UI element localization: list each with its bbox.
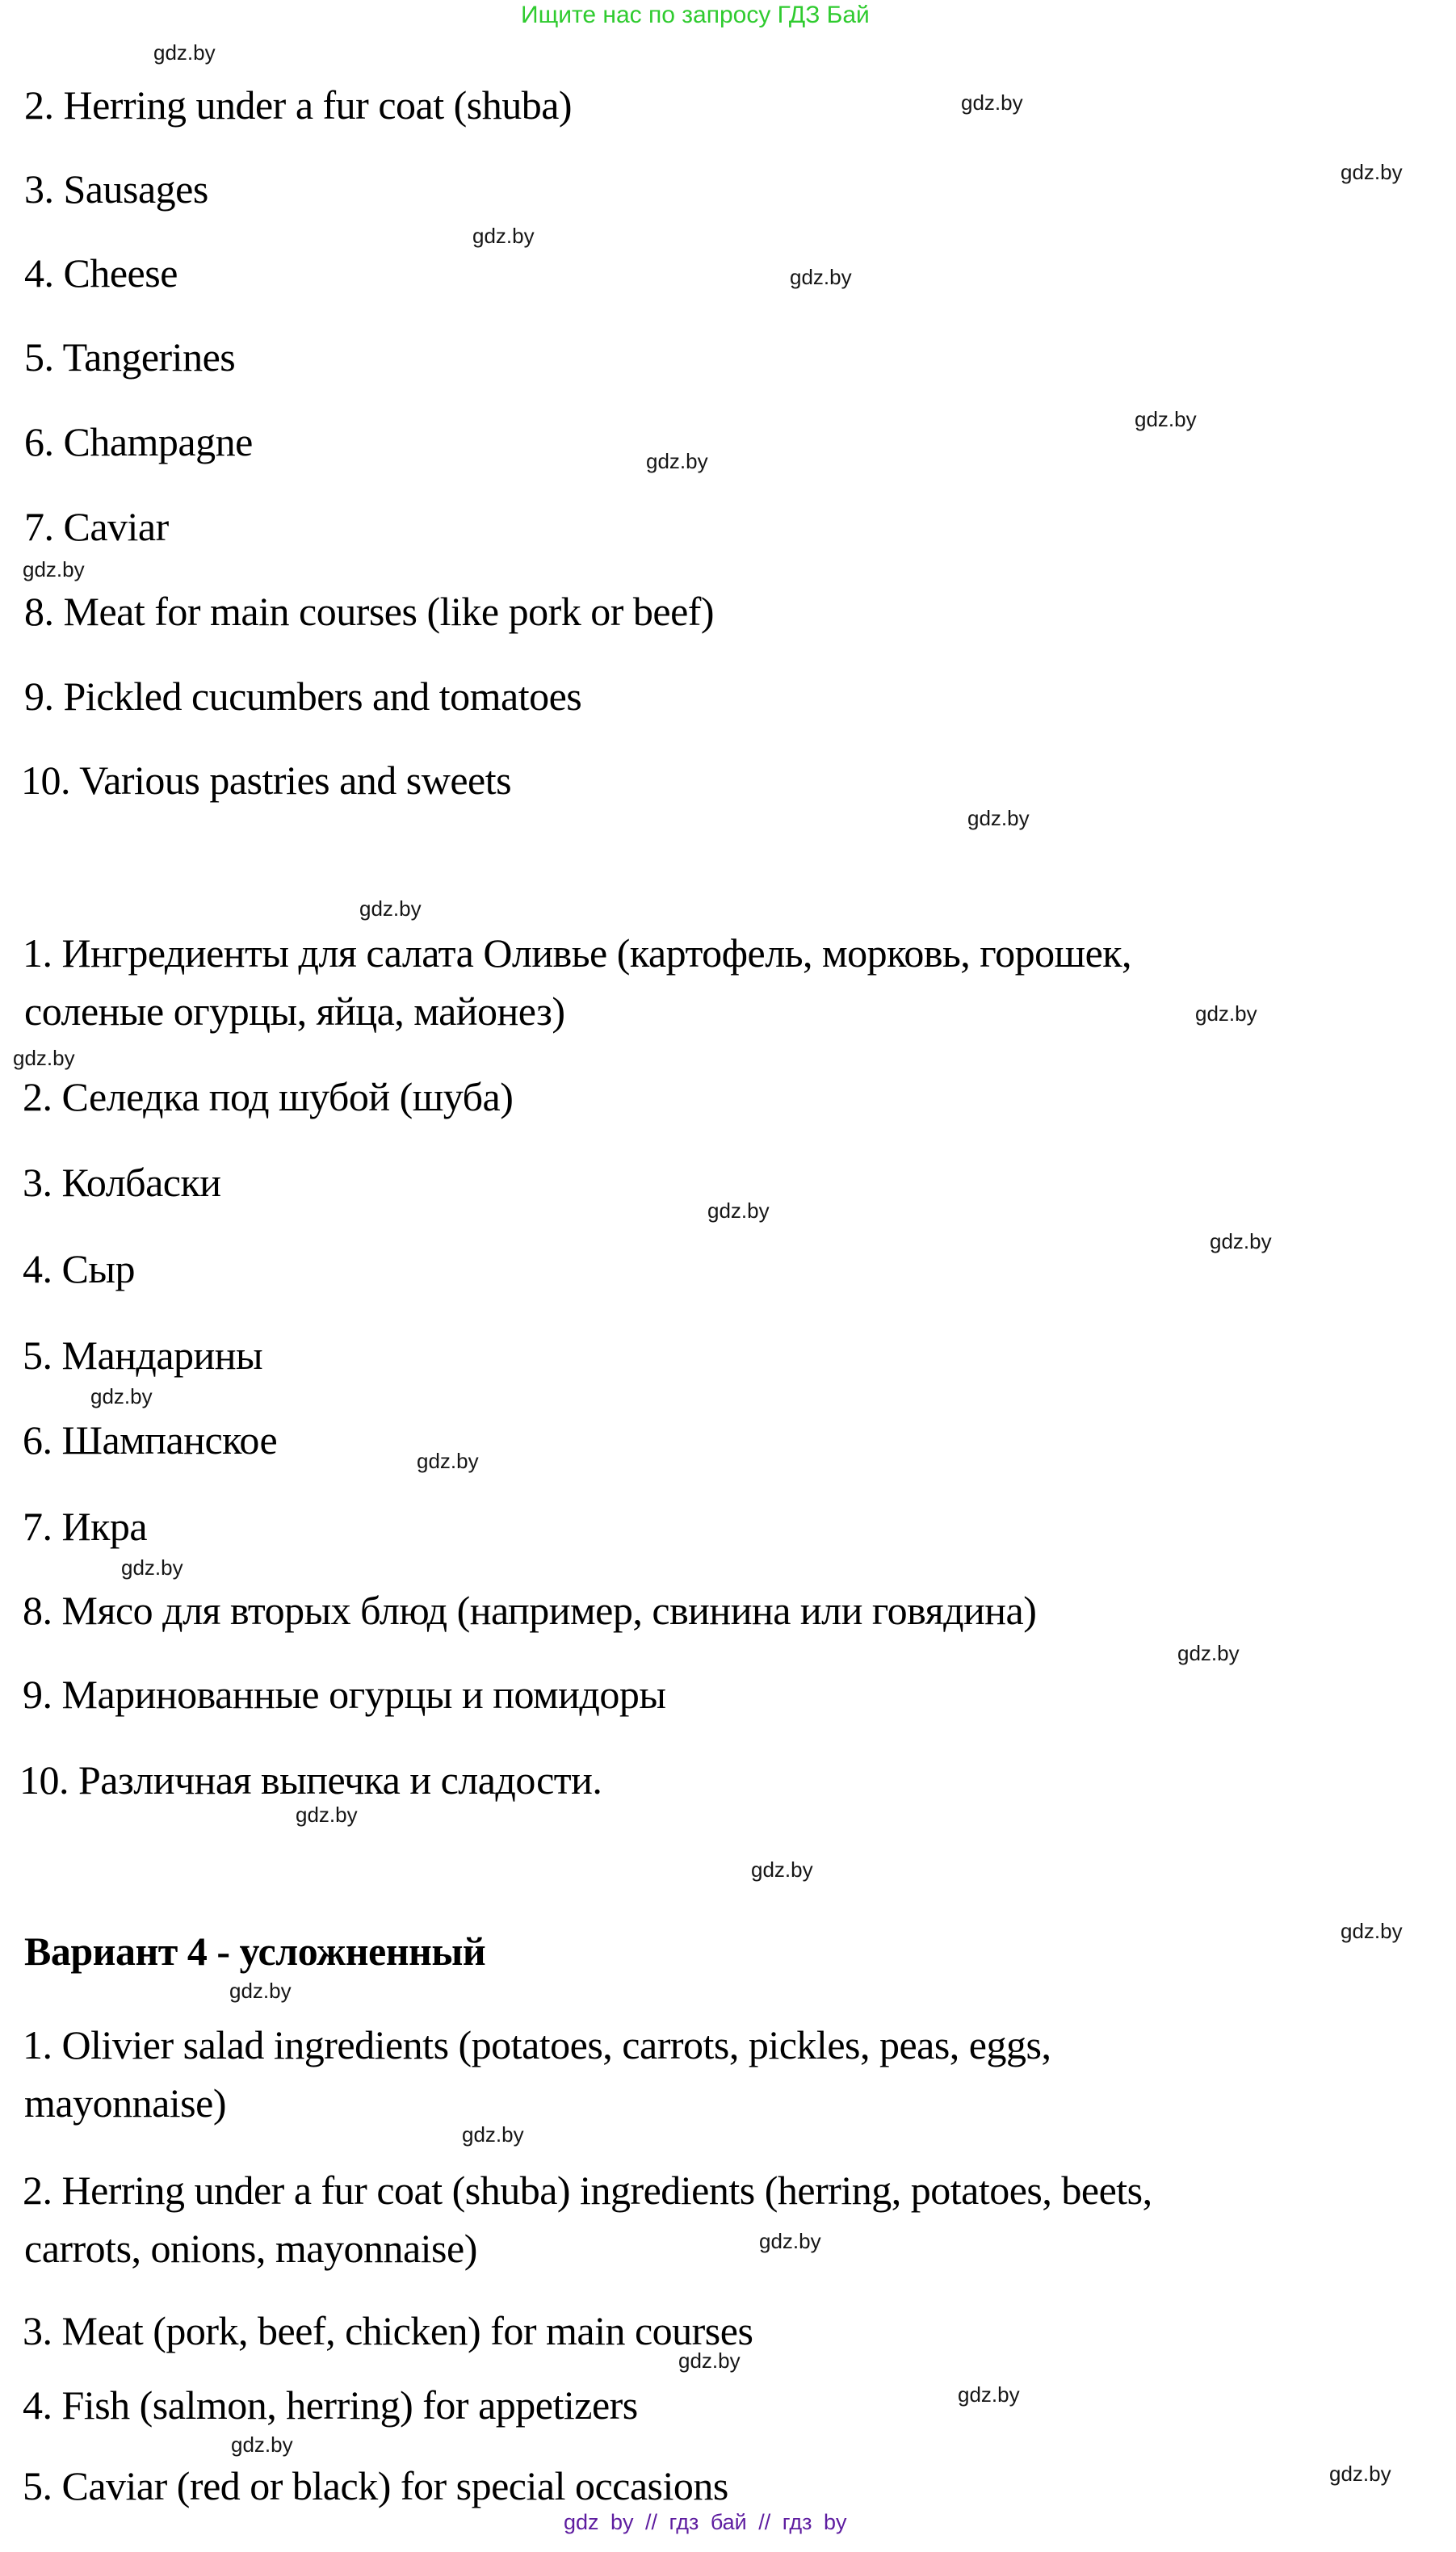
gdz-watermark: gdz.by xyxy=(646,449,708,473)
gdz-watermark: gdz.by xyxy=(121,1555,183,1580)
english-list-1-line: 9. Pickled cucumbers and tomatoes xyxy=(24,674,582,719)
russian-list-line: 5. Мандарины xyxy=(23,1333,263,1378)
english-list-1-line: 6. Champagne xyxy=(24,419,253,464)
footer-note: gdz by // гдз бай // гдз by xyxy=(564,2510,847,2534)
gdz-watermark: gdz.by xyxy=(359,896,422,921)
english-list-2-line: 1. Olivier salad ingredients (potatoes, carrots, pickles, peas, eggs, xyxy=(23,2022,1051,2067)
english-list-1-line: 8. Meat for main courses (like pork or beef) xyxy=(24,589,715,634)
gdz-watermark: gdz.by xyxy=(1177,1641,1240,1665)
gdz-watermark: gdz.by xyxy=(1341,160,1403,184)
english-list-2-line: 5. Caviar (red or black) for special occasions xyxy=(23,2463,728,2508)
russian-list-line: 1. Ингредиенты для салата Оливье (картофель, морковь, горошек, xyxy=(23,930,1132,976)
gdz-watermark: gdz.by xyxy=(1135,407,1197,431)
gdz-watermark: gdz.by xyxy=(751,1857,813,1882)
russian-list-line: 3. Колбаски xyxy=(23,1160,221,1205)
gdz-watermark: gdz.by xyxy=(1341,1919,1403,1943)
gdz-watermark: gdz.by xyxy=(1195,1001,1257,1026)
english-list-1-line: 5. Tangerines xyxy=(24,334,236,380)
gdz-watermark: gdz.by xyxy=(790,265,852,289)
gdz-watermark: gdz.by xyxy=(707,1198,770,1223)
gdz-watermark: gdz.by xyxy=(23,557,85,581)
english-list-2-line: 4. Fish (salmon, herring) for appetizers xyxy=(23,2382,638,2428)
english-list-1-line: 3. Sausages xyxy=(24,166,208,212)
gdz-watermark: gdz.by xyxy=(759,2229,821,2253)
gdz-watermark: gdz.by xyxy=(90,1384,153,1408)
russian-list-line: 8. Мясо для вторых блюд (например, свинина или говядина) xyxy=(23,1588,1037,1633)
english-list-1-line: 10. Various pastries and sweets xyxy=(21,758,512,803)
english-list-2-line: mayonnaise) xyxy=(24,2080,226,2126)
gdz-watermark: gdz.by xyxy=(231,2432,293,2457)
gdz-watermark: gdz.by xyxy=(678,2348,741,2373)
gdz-watermark: gdz.by xyxy=(967,806,1030,830)
gdz-watermark: gdz.by xyxy=(296,1803,358,1827)
russian-list-line: 7. Икра xyxy=(23,1504,148,1549)
gdz-watermark: gdz.by xyxy=(958,2382,1020,2407)
gdz-watermark: gdz.by xyxy=(1210,1229,1272,1253)
gdz-watermark: gdz.by xyxy=(13,1046,75,1070)
english-list-2-line: carrots, onions, mayonnaise) xyxy=(24,2226,477,2271)
russian-list-line: 2. Селедка под шубой (шуба) xyxy=(23,1074,514,1119)
english-list-1-line: 4. Cheese xyxy=(24,250,178,296)
russian-list-line: 4. Сыр xyxy=(23,1246,135,1291)
russian-list-line: соленые огурцы, яйца, майонез) xyxy=(24,988,565,1034)
promo-note: Ищите нас по запросу ГДЗ Бай xyxy=(521,2,870,28)
english-list-1-line: 2. Herring under a fur coat (shuba) xyxy=(24,82,573,128)
gdz-watermark: gdz.by xyxy=(472,224,535,248)
gdz-watermark: gdz.by xyxy=(229,1979,292,2003)
gdz-watermark: gdz.by xyxy=(417,1449,479,1473)
gdz-watermark: gdz.by xyxy=(961,90,1023,115)
russian-list-line: 10. Различная выпечка и сладости. xyxy=(19,1757,602,1803)
gdz-watermark: gdz.by xyxy=(462,2122,524,2147)
english-list-2-line: 2. Herring under a fur coat (shuba) ingredients (herring, potatoes, beets, xyxy=(23,2168,1152,2213)
variant-4-heading-line: Вариант 4 - усложненный xyxy=(24,1929,486,1974)
english-list-1-line: 7. Caviar xyxy=(24,504,169,549)
gdz-watermark: gdz.by xyxy=(153,40,216,65)
english-list-2-line: 3. Meat (pork, beef, chicken) for main courses xyxy=(23,2308,753,2353)
gdz-watermark: gdz.by xyxy=(1329,2462,1391,2486)
russian-list-line: 9. Маринованные огурцы и помидоры xyxy=(23,1672,666,1717)
russian-list-line: 6. Шампанское xyxy=(23,1417,278,1463)
